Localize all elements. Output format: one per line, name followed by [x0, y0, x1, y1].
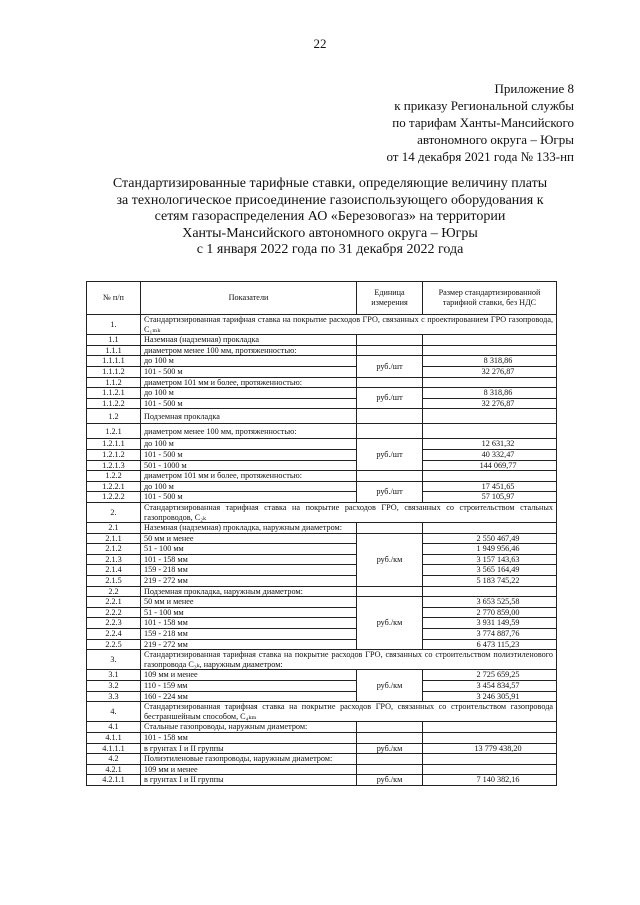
row-indicator: 50 мм и менее: [141, 597, 357, 608]
row-number: 2.1.3: [87, 554, 141, 565]
table-row: [87, 586, 557, 597]
row-value: 3 565 164,49: [423, 565, 557, 576]
row-number: 1.2.2.2: [87, 492, 141, 503]
row-unit: [357, 764, 423, 775]
row-number: 2.2: [87, 586, 141, 597]
row-value: [423, 409, 557, 424]
row-unit: руб./км: [357, 775, 423, 786]
table-row: [87, 650, 557, 670]
table-row: [87, 764, 557, 775]
row-number: 1.2.1: [87, 424, 141, 439]
row-indicator: 101 - 500 м: [141, 398, 357, 409]
table-header-row: [87, 282, 557, 315]
row-indicator: диаметром 101 мм и более, протяженностью:: [141, 377, 357, 388]
row-indicator: 101 - 158 мм: [141, 618, 357, 629]
table-row: [87, 754, 557, 765]
row-number: 1.2.1.2: [87, 449, 141, 460]
row-unit: руб./км: [357, 533, 423, 586]
table-row: [87, 702, 557, 722]
row-indicator: диаметром 101 мм и более, протяженностью:: [141, 471, 357, 482]
row-value: [423, 345, 557, 356]
row-number: 2.1.4: [87, 565, 141, 576]
row-number: 2.2.3: [87, 618, 141, 629]
row-indicator: диаметром менее 100 мм, протяженностью:: [141, 345, 357, 356]
document-title: [70, 176, 590, 259]
row-indicator: 101 - 158 мм: [141, 732, 357, 743]
row-indicator: Стальные газопроводы, наружным диаметром:: [141, 722, 357, 733]
table-row: [87, 424, 557, 439]
row-unit: [357, 345, 423, 356]
row-number: 4.2.1: [87, 764, 141, 775]
row-number: 1.1.2.2: [87, 398, 141, 409]
table-row: [87, 315, 557, 335]
row-value: 1 949 956,46: [423, 544, 557, 555]
row-indicator: Наземная (надземная) прокладка, наружным диаметром:: [141, 523, 357, 534]
title-line: с 1 января 2022 года по 31 декабря 2022 года: [196, 242, 464, 257]
row-number: 2.2.2: [87, 607, 141, 618]
row-value: 3 157 143,63: [423, 554, 557, 565]
row-indicator: 51 - 100 мм: [141, 544, 357, 555]
table-body: [87, 315, 557, 786]
row-number: 1.1.2.1: [87, 388, 141, 399]
row-number: 2.2.1: [87, 597, 141, 608]
row-unit: [357, 586, 423, 597]
row-indicator: Подземная прокладка: [141, 409, 357, 424]
row-value: 3 454 834,57: [423, 681, 557, 692]
header-indicator: Показатели: [141, 282, 357, 315]
table-row: [87, 366, 557, 377]
row-unit: [357, 523, 423, 534]
table-row: [87, 691, 557, 702]
table-row: [87, 523, 557, 534]
table-row: [87, 618, 557, 629]
row-value: 2 550 467,49: [423, 533, 557, 544]
row-value: 8 318,86: [423, 356, 557, 367]
row-value: 32 276,87: [423, 366, 557, 377]
table-row: [87, 544, 557, 555]
table-row: [87, 398, 557, 409]
row-number: 1.2.1.1: [87, 439, 141, 450]
row-number: 2.1.1: [87, 533, 141, 544]
row-indicator: до 100 м: [141, 356, 357, 367]
table-row: [87, 597, 557, 608]
row-indicator: 101 - 158 мм: [141, 554, 357, 565]
row-value: 8 318,86: [423, 388, 557, 399]
row-indicator: диаметром менее 100 мм, протяженностью:: [141, 424, 357, 439]
row-indicator: 219 - 272 мм: [141, 639, 357, 650]
row-number: 3.: [87, 650, 141, 670]
row-value: 3 774 887,76: [423, 629, 557, 640]
table-row: [87, 492, 557, 503]
row-value: [423, 335, 557, 346]
row-indicator: 101 - 500 м: [141, 492, 357, 503]
row-value: [423, 764, 557, 775]
table-row: [87, 639, 557, 650]
row-value: 144 069,77: [423, 460, 557, 471]
table-row: [87, 481, 557, 492]
row-indicator: Полиэтиленовые газопроводы, наружным диаметром:: [141, 754, 357, 765]
row-unit: [357, 754, 423, 765]
row-value: 2 725 659,25: [423, 670, 557, 681]
row-unit: руб./км: [357, 597, 423, 650]
row-value: [423, 424, 557, 439]
row-number: 2.1: [87, 523, 141, 534]
row-value: [423, 377, 557, 388]
row-number: 4.1: [87, 722, 141, 733]
row-indicator: 219 - 272 мм: [141, 576, 357, 587]
table-row: [87, 345, 557, 356]
row-value: 5 183 745,22: [423, 576, 557, 587]
row-unit: руб./км: [357, 743, 423, 754]
row-unit: [357, 335, 423, 346]
row-number: 4.1.1: [87, 732, 141, 743]
row-indicator: Подземная прокладка, наружным диаметром:: [141, 586, 357, 597]
row-number: 2.1.2: [87, 544, 141, 555]
row-number: 2.1.5: [87, 576, 141, 587]
row-number: 4.2.1.1: [87, 775, 141, 786]
table-row: [87, 576, 557, 587]
row-indicator: 110 - 159 мм: [141, 681, 357, 692]
row-indicator: Наземная (надземная) прокладка: [141, 335, 357, 346]
row-indicator: до 100 м: [141, 439, 357, 450]
row-value: [423, 523, 557, 534]
row-value: 40 332,47: [423, 449, 557, 460]
row-value: 2 770 859,00: [423, 607, 557, 618]
row-indicator: 51 - 100 мм: [141, 607, 357, 618]
header-unit: Единица измерения: [357, 282, 423, 315]
table-row: [87, 607, 557, 618]
row-indicator: 160 - 224 мм: [141, 691, 357, 702]
table-row: [87, 388, 557, 399]
table-row: [87, 554, 557, 565]
table-row: [87, 335, 557, 346]
title-line: Стандартизированные тарифные ставки, определяющие величину платы: [112, 176, 548, 191]
row-number: 1.2: [87, 409, 141, 424]
row-number: 1.1.1.2: [87, 366, 141, 377]
table-row: [87, 775, 557, 786]
row-unit: [357, 732, 423, 743]
row-indicator: Стандартизированная тарифная ставка на покрытие расходов ГРО, связанных с проектированием ГРО газопровода, C₁ₘₖ: [141, 315, 557, 335]
row-value: [423, 732, 557, 743]
row-number: 1.1.1.1: [87, 356, 141, 367]
table-row: [87, 732, 557, 743]
row-unit: [357, 377, 423, 388]
row-indicator: до 100 м: [141, 481, 357, 492]
row-indicator: 109 мм и менее: [141, 764, 357, 775]
table-row: [87, 471, 557, 482]
row-unit: руб./шт: [357, 388, 423, 409]
row-indicator: 101 - 500 м: [141, 449, 357, 460]
row-number: 3.1: [87, 670, 141, 681]
row-unit: [357, 471, 423, 482]
row-number: 4.1.1.1: [87, 743, 141, 754]
row-value: 17 451,65: [423, 481, 557, 492]
table-row: [87, 449, 557, 460]
row-value: [423, 722, 557, 733]
row-indicator: в грунтах I и II группы: [141, 775, 357, 786]
table-row: [87, 502, 557, 522]
row-number: 1.: [87, 315, 141, 335]
row-number: 1.2.2.1: [87, 481, 141, 492]
row-indicator: Стандартизированная тарифная ставка на покрытие расходов ГРО, связанных со строительством полиэтиленового газопровода C₃ₖ, наружным диаметром:: [141, 650, 557, 670]
row-indicator: 159 - 218 мм: [141, 565, 357, 576]
header-num: № п/п: [87, 282, 141, 315]
row-indicator: 159 - 218 мм: [141, 629, 357, 640]
row-value: 3 246 305,91: [423, 691, 557, 702]
row-value: 12 631,32: [423, 439, 557, 450]
row-unit: руб./шт: [357, 439, 423, 471]
row-value: 13 779 438,20: [423, 743, 557, 754]
row-indicator: Стандартизированная тарифная ставка на покрытие расходов ГРО, связанных со строительством газопровода бестраншейным способом, C₄ₖₘ: [141, 702, 557, 722]
row-number: 1.1.1: [87, 345, 141, 356]
row-number: 2.2.5: [87, 639, 141, 650]
row-value: [423, 586, 557, 597]
table-row: [87, 439, 557, 450]
table-row: [87, 681, 557, 692]
appendix-line: к приказу Региональной службы: [394, 98, 574, 113]
row-unit: руб./шт: [357, 481, 423, 502]
row-value: 32 276,87: [423, 398, 557, 409]
row-unit: руб./км: [357, 670, 423, 702]
title-line: сетям газораспределения АО «Березовогаз» на территории: [154, 209, 506, 224]
row-value: 6 473 115,23: [423, 639, 557, 650]
row-number: 2.2.4: [87, 629, 141, 640]
table-row: [87, 409, 557, 424]
row-number: 3.3: [87, 691, 141, 702]
row-number: 1.1.2: [87, 377, 141, 388]
table-row: [87, 377, 557, 388]
appendix-line: автономного округа – Югры: [417, 132, 574, 147]
tariff-table: [86, 281, 557, 786]
table-row: [87, 460, 557, 471]
appendix-line: Приложение 8: [494, 81, 574, 96]
table-row: [87, 565, 557, 576]
title-line: Ханты-Мансийского автономного округа – Югры: [182, 225, 478, 241]
row-number: 1.2.1.3: [87, 460, 141, 471]
row-unit: руб./шт: [357, 356, 423, 377]
row-unit: [357, 409, 423, 424]
row-number: 1.2.2: [87, 471, 141, 482]
row-number: 2.: [87, 502, 141, 522]
table-row: [87, 670, 557, 681]
appendix-header: [386, 80, 574, 165]
row-indicator: до 100 м: [141, 388, 357, 399]
row-indicator: 501 - 1000 м: [141, 460, 357, 471]
row-number: 3.2: [87, 681, 141, 692]
appendix-line: по тарифам Ханты-Мансийского: [392, 115, 574, 130]
row-value: 7 140 382,16: [423, 775, 557, 786]
row-indicator: Стандартизированная тарифная ставка на покрытие расходов ГРО, связанных со строительством стальных газопроводов, C₂ₖ: [141, 502, 557, 522]
appendix-line: от 14 декабря 2021 года № 133-нп: [386, 149, 574, 164]
row-indicator: 109 мм и менее: [141, 670, 357, 681]
row-value: 3 931 149,59: [423, 618, 557, 629]
table-row: [87, 533, 557, 544]
header-rate: Размер стандартизированной тарифной ставки, без НДС: [423, 282, 557, 315]
row-value: 3 653 525,58: [423, 597, 557, 608]
table-row: [87, 743, 557, 754]
row-number: 4.2: [87, 754, 141, 765]
table-row: [87, 722, 557, 733]
page-number: 22: [313, 36, 327, 51]
row-indicator: в грунтах I и II группы: [141, 743, 357, 754]
row-value: [423, 471, 557, 482]
row-indicator: 101 - 500 м: [141, 366, 357, 377]
table-row: [87, 629, 557, 640]
row-indicator: 50 мм и менее: [141, 533, 357, 544]
row-value: [423, 754, 557, 765]
table-row: [87, 356, 557, 367]
row-number: 1.1: [87, 335, 141, 346]
row-number: 4.: [87, 702, 141, 722]
row-unit: [357, 722, 423, 733]
title-line: за технологическое присоединение газоиспользующего оборудования к: [116, 192, 544, 208]
row-value: 57 105,97: [423, 492, 557, 503]
row-unit: [357, 424, 423, 439]
